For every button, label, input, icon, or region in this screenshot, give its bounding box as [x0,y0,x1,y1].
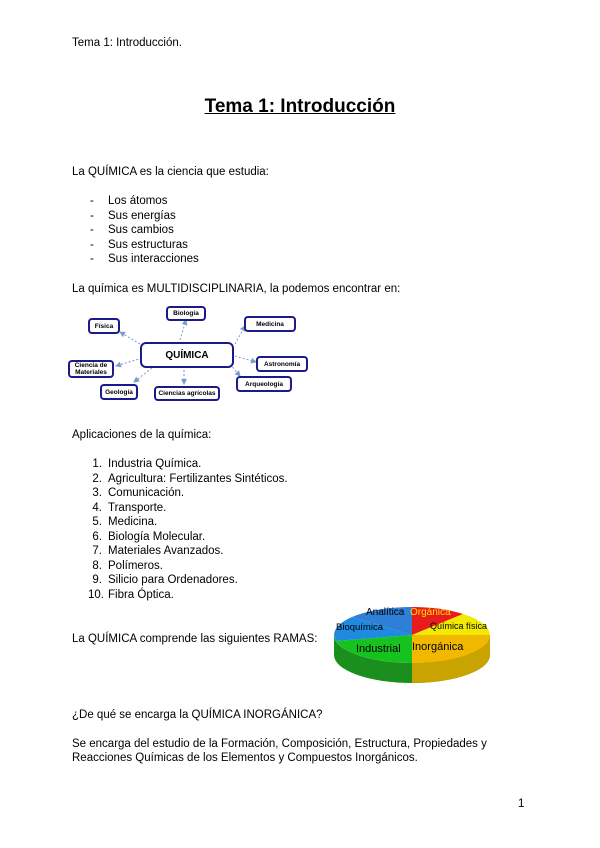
materiales-node: Ciencia de Materiales [68,360,114,378]
astronomia-node: Astronomía [256,356,308,372]
studies-list [72,194,199,267]
item-number: 9. [92,574,102,586]
item-text: Fibra Óptica. [108,588,174,601]
question-text: ¿De qué se encarga la QUÍMICA INORGÁNICA? [72,709,323,721]
list-item: - Sus cambios [72,223,199,238]
list-item: - Los átomos [72,194,199,209]
item-text: Agricultura: Fertilizantes Sintéticos. [108,472,288,485]
label-bioquimica: Bioquímica [336,622,383,633]
item-number: 2. [92,472,102,485]
list-item [72,472,288,487]
biologia-node: Biología [166,306,206,321]
item-number: 4. [92,501,102,514]
answer-line-2: Reacciones Químicas de los Elementos y Compuestos Inorgánicos. [72,752,418,764]
item-number: 8. [92,559,102,572]
list-item [72,486,288,501]
label-inorganica: Inorgánica [412,641,464,653]
list-item [72,573,288,588]
applications-title: Aplicaciones de la química: [72,429,212,441]
item-number: 5. [92,516,102,528]
item-number: 1. [92,458,102,470]
list-item [72,544,288,559]
page-number: 1 [518,798,525,810]
label-industrial: Industrial [356,643,401,655]
label-organica: Orgánica [410,607,451,618]
item-text: Silicio para Ordenadores. [108,574,238,586]
item-number: 6. [92,530,102,543]
item-number: 7. [92,545,102,557]
list-item: - Sus estructuras [72,238,199,253]
item-text: Medicina. [108,516,158,528]
page-title: Tema 1: Introducción [204,96,396,117]
intro-text: La QUÍMICA es la ciencia que estudia: [72,166,269,178]
list-item [72,501,288,516]
chemistry-diagram [60,300,340,410]
list-item: - Sus interacciones [72,252,199,267]
medicina-node: Medicina [244,316,296,332]
item-number: 10. [88,588,104,601]
branches-pie [330,595,495,690]
multidisciplinary-text: La química es MULTIDISCIPLINARIA, la podemos encontrar en: [72,283,401,295]
list-item [72,457,288,472]
item-text: Transporte. [108,501,167,514]
item-text: Materiales Avanzados. [108,545,224,557]
item-text: Biología Molecular. [108,530,206,543]
list-item [72,515,288,530]
agricolas-node: Ciencias agrícolas [154,386,220,401]
ramas-text: La QUÍMICA comprende las siguientes RAMAS: [72,633,318,645]
list-item [72,530,288,545]
arqueologia-node: Arqueología [236,376,292,392]
applications-list [72,457,288,602]
quimica-node: QUÍMICA [140,342,234,368]
list-item: - Sus energías [72,209,199,224]
item-text: Comunicación. [108,487,185,499]
fisica-node: Física [88,318,120,334]
list-item [72,588,288,603]
answer-line-1: Se encarga del estudio de la Formación, Composición, Estructura, Propiedades y [72,738,487,750]
item-text: Industria Química. [108,458,202,470]
geologia-node: Geología [100,384,138,400]
running-header: Tema 1: Introducción. [72,37,182,49]
item-number: 3. [92,487,102,499]
list-item [72,559,288,574]
item-text: Polímeros. [108,559,163,572]
label-fisica: Química física [430,621,488,631]
label-analitica: Analítica [366,607,405,618]
